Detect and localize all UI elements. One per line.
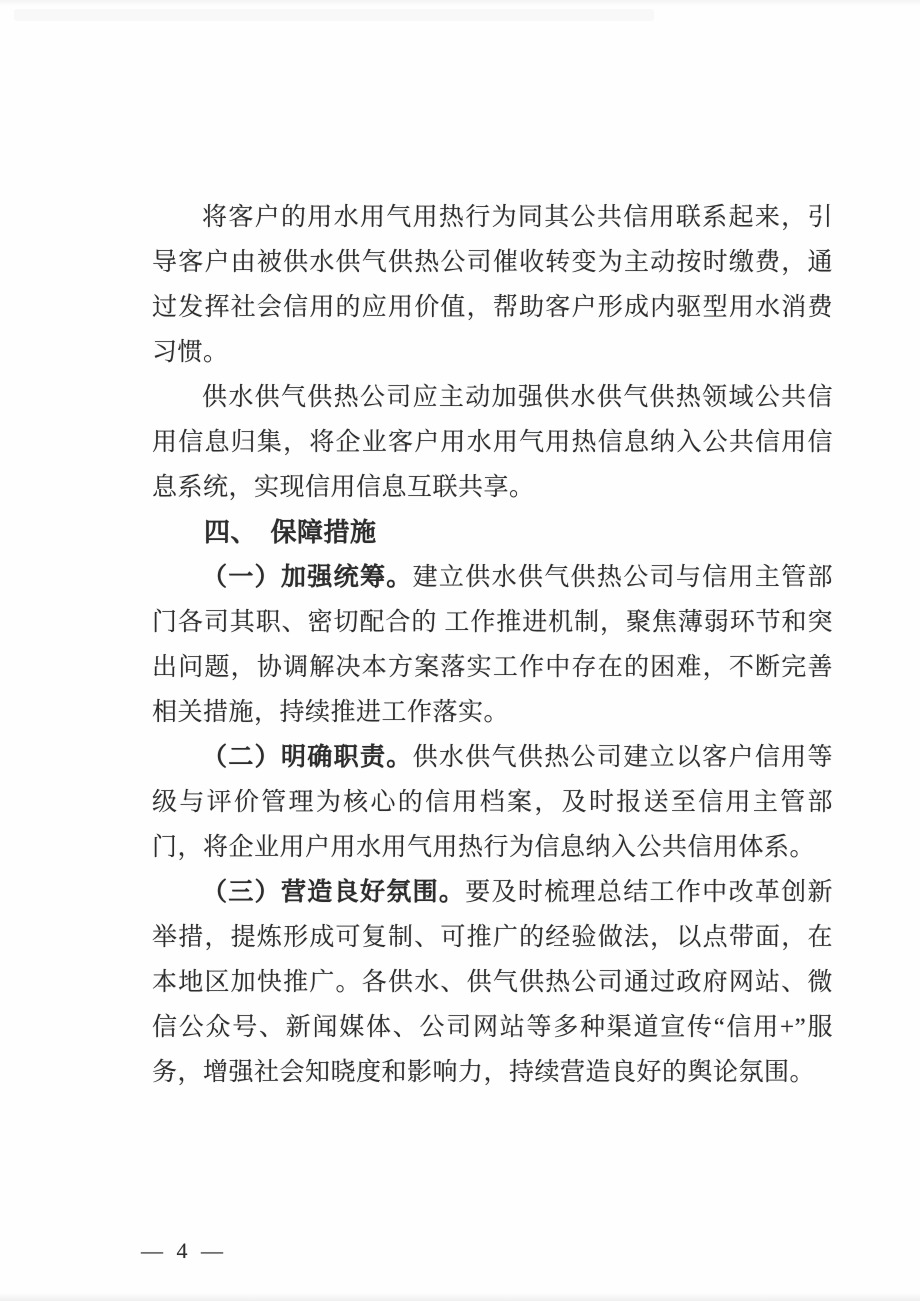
section-2-text: 供水供气供热公司建立以客户信用等级与评价管理为核心的信用档案，及时报送至信用主管部门，将企业用户用水用气用热行为信息纳入公共信用体系。 (152, 744, 833, 861)
body-paragraph-intro-2: 供水供气供热公司应主动加强供水供气供热领域公共信用信息归集，将企业客户用水用气用热信息纳入公共信用信息系统，实现信用信息互联共享。 (152, 384, 833, 501)
section-2-lead-label: （二）明确职责。 (202, 743, 413, 771)
section-paragraph-1 (152, 555, 833, 735)
document-body (152, 195, 833, 1095)
scan-artifact-bottom-edge (0, 1293, 920, 1301)
scan-artifact-top-edge (0, 0, 920, 6)
body-paragraph-intro-1: 将客户的用水用气用热行为同其公共信用联系起来，引导客户由被供水供气供热公司催收转变为主动按时缴费，通过发挥社会信用的应用价值，帮助客户形成内驱型用水消费习惯。 (152, 204, 833, 366)
section-3-lead-label: （三）营造良好氛围。 (202, 878, 466, 906)
section-paragraph-2 (152, 735, 833, 870)
scan-artifact-smudge (14, 9, 654, 21)
section-1-text: 建立供水供气供热公司与信用主管部门各司其职、密切配合的 工作推进机制，聚焦薄弱环节和突出问题，协调解决本方案落实工作中存在的困难，不断完善相关措施，持续推进工作落实。 (152, 564, 833, 726)
section-heading-4: 四、 保障措施 (204, 517, 377, 547)
section-3-text: 要及时梳理总结工作中改革创新举措，提炼形成可复制、可推广的经验做法，以点带面，在本地区加快推广。各供水、供气供热公司通过政府网站、微信公众号、新闻媒体、公司网站等多种渠道宣传“信用+”服务，增强社会知晓度和影响力，持续营造良好的舆论氛围。 (152, 879, 833, 1086)
page-number: — 4 — (141, 1238, 227, 1263)
section-paragraph-3 (152, 870, 833, 1095)
section-1-lead-label: （一）加强统筹。 (202, 563, 413, 591)
